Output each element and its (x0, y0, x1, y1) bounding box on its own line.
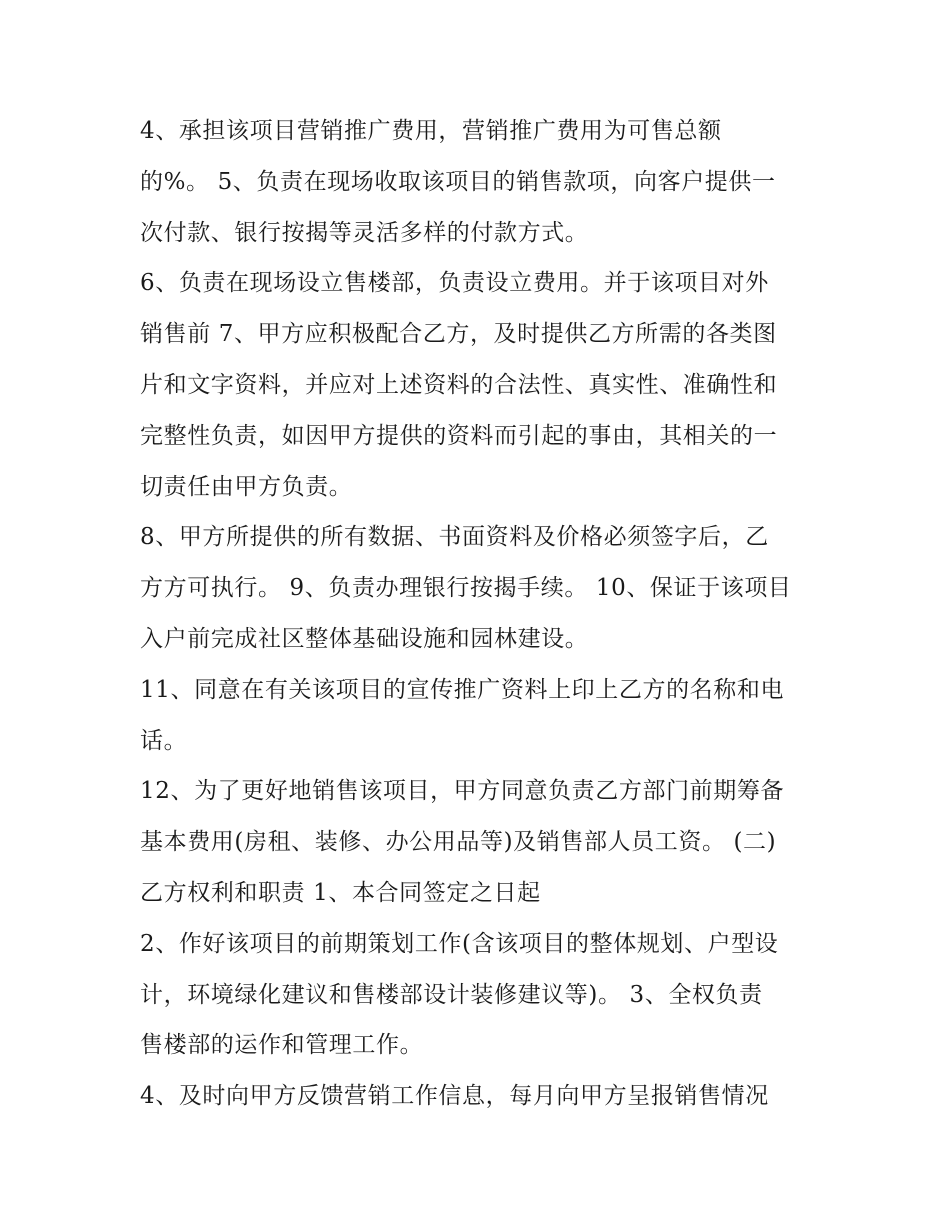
text-line: 8、甲方所提供的所有数据、书面资料及价格必须签字后，乙 (140, 524, 769, 551)
text-line: 计，环境绿化建议和售楼部设计装修建议等)。 3、全权负责 (140, 981, 763, 1008)
text-line: 11、同意在有关该项目的宣传推广资料上印上乙方的名称和电 (140, 676, 785, 703)
text-line: 4、承担该项目营销推广费用，营销推广费用为可售总额 (140, 118, 722, 144)
text-line: 乙方权利和职责 1、本合同签定之日起 (140, 879, 541, 906)
text-line: 4、及时向甲方反馈营销工作信息，每月向甲方呈报销售情况 (140, 1083, 769, 1110)
text-line: 话。 (140, 727, 188, 754)
text-line: 片和文字资料，并应对上述资料的合法性、真实性、准确性和 (140, 371, 778, 398)
text-line: 6、负责在现场设立售楼部，负责设立费用。并于该项目对外 (140, 270, 769, 297)
text-line: 完整性负责，如因甲方提供的资料而引起的事由，其相关的一 (140, 422, 778, 449)
text-line: 基本费用(房租、装修、办公用品等)及销售部人员工资。 (二) (140, 829, 777, 856)
text-line: 切责任由甲方负责。 (140, 473, 353, 500)
text-line: 12、为了更好地销售该项目，甲方同意负责乙方部门前期筹备 (140, 778, 785, 805)
text-line: 次付款、银行按揭等灵活多样的付款方式。 (140, 219, 589, 246)
contract-text-body (140, 106, 820, 1122)
text-line: 售楼部的运作和管理工作。 (140, 1032, 424, 1059)
text-line: 销售前 7、甲方应积极配合乙方，及时提供乙方所需的各类图 (140, 321, 777, 348)
text-line: 方方可执行。 9、负责办理银行按揭手续。 10、保证于该项目 (140, 575, 792, 602)
text-line: 2、作好该项目的前期策划工作(含该项目的整体规划、户型设 (140, 930, 779, 957)
text-line: 的%。 5、负责在现场收取该项目的销售款项，向客户提供一 (140, 168, 776, 195)
text-line: 入户前完成社区整体基础设施和园林建设。 (140, 625, 589, 652)
